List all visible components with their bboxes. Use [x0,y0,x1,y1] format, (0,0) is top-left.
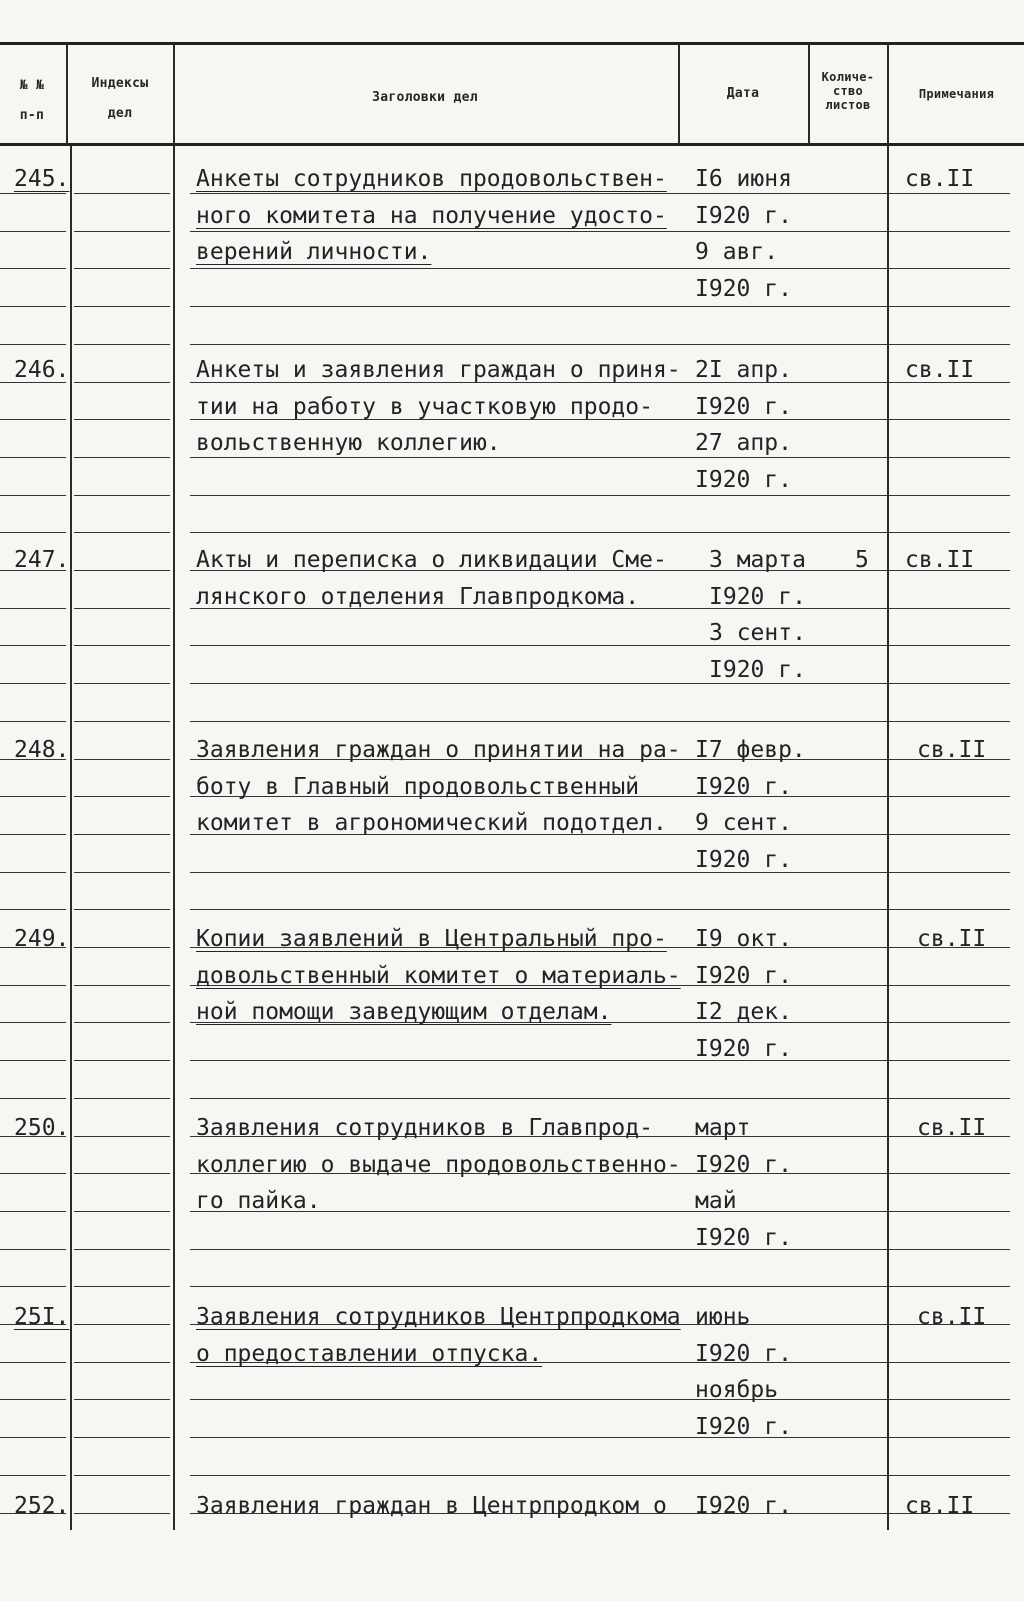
header-notes-cell [889,86,1024,102]
record-date: I920 г. [695,393,792,420]
record-title-line: лянского отделения Главпродкома. [196,583,640,610]
record-date: 9 авг. [695,239,779,265]
record-title-line: Анкеты и заявления граждан о приня- [196,357,681,383]
record-date: I920 г. [695,846,792,873]
ruled-line [190,306,1010,307]
ruled-line [0,1022,66,1023]
ruled-line [190,495,1010,496]
ruled-line [190,268,1010,269]
ruled-line [0,796,66,797]
ruled-line [190,721,1010,722]
ruled-line [74,759,170,760]
header-num-line2: п-п [19,108,45,123]
record-title-line: вольственную коллегию. [196,430,501,456]
record-date: I920 г. [695,466,792,493]
ruled-line [0,268,66,269]
record-note: св.II [905,166,975,192]
ruled-line [190,1060,1010,1061]
ruled-line [190,872,1010,873]
record-number: 250. [14,1115,70,1141]
ruled-line [0,1286,66,1287]
ruled-line [0,1437,66,1438]
ruled-line [74,834,170,835]
record-sheet-count: 5 [855,547,869,573]
ruled-line [0,645,66,646]
ruled-line [74,1286,170,1287]
ruled-line [190,1399,1010,1400]
record-note: св.II [917,737,987,763]
ruled-line [190,645,1010,646]
ruled-line [74,1136,170,1137]
record-title-line: Заявления сотрудников в Главпрод- [196,1115,653,1141]
record-date: июнь [695,1304,751,1330]
ruled-line [0,985,66,986]
ruled-line [74,193,170,194]
record-title-line: Заявления граждан в Центрпродком о [196,1493,667,1519]
ruled-line [0,532,66,533]
ruled-line [0,909,66,910]
ruled-line [190,532,1010,533]
ruled-line [74,1098,170,1099]
ruled-line [0,1362,66,1363]
ruled-line [74,872,170,873]
record-date: I920 г. [695,202,792,229]
header-index-line2: дел [107,106,133,121]
ruled-line [74,1211,170,1212]
record-note: св.II [905,1493,975,1519]
record-title-line: ного комитета на получение удосто- [196,202,667,229]
ruled-line [0,1211,66,1212]
header-num-line1: № № [19,78,45,93]
record-title-line: коллегию о выдаче продовольственно- [196,1151,681,1178]
ruled-line [0,306,66,307]
record-date: ноябрь [695,1377,779,1403]
ruled-line [74,1060,170,1061]
record-date: I920 г. [695,1035,792,1062]
ruled-line [190,457,1010,458]
column-divider [70,146,72,1530]
ruled-line [0,834,66,835]
header-title-label: Заголовки дел [372,90,478,105]
record-date: I6 июня [695,166,792,192]
ruled-line [74,532,170,533]
ruled-line [74,1362,170,1363]
record-date: 3 сент. [709,620,806,646]
ruled-line [74,1399,170,1400]
ruled-line [0,721,66,722]
record-date: 27 апр. [695,430,792,456]
ruled-line [0,1173,66,1174]
ruled-line [0,344,66,345]
record-note: св.II [917,926,987,952]
record-date: I920 г. [695,1413,792,1440]
ruled-line [74,457,170,458]
ruled-line [74,947,170,948]
ruled-line [74,231,170,232]
record-date: 9 сент. [695,810,792,836]
ruled-line [74,344,170,345]
ruled-line [0,1475,66,1476]
header-count-cell [810,70,886,112]
header-count-line2: ство [832,84,864,98]
ruled-line [74,1513,170,1514]
record-title-line: тии на работу в участковую продо- [196,393,653,420]
record-number: 245. [14,166,70,192]
header-index-cell [68,76,172,122]
ruled-line [74,495,170,496]
record-date: I920 г. [709,583,806,610]
ruled-line [74,1173,170,1174]
record-title-line: Акты и переписка о ликвидации Сме- [196,547,667,573]
record-date: I920 г. [709,656,806,683]
ruled-line [0,872,66,873]
record-date: 2I апр. [695,357,792,383]
header-index-line1: Индексы [91,76,149,91]
ruled-line [74,1324,170,1325]
record-title-line: го пайка. [196,1188,321,1214]
record-number: 247. [14,547,70,573]
ruled-line [74,608,170,609]
record-title-line: ной помощи заведующим отделам. [196,999,612,1025]
ruled-line [74,1249,170,1250]
ruled-line [0,683,66,684]
record-note: св.II [905,357,975,383]
record-title-line: боту в Главный продовольственный [196,773,640,800]
ruled-line [190,1098,1010,1099]
header-date-label: Дата [726,86,760,101]
record-number: 246. [14,357,70,383]
ruled-line [74,570,170,571]
ruled-line [74,268,170,269]
record-date: март [695,1115,751,1141]
header-date-cell [680,86,806,102]
header-bottom-rule [0,143,1024,146]
header-notes-label: Примечания [918,87,995,101]
ruled-line [74,721,170,722]
ruled-line [190,344,1010,345]
column-divider [173,45,175,1530]
ruled-line [190,1475,1010,1476]
ruled-line [74,1475,170,1476]
record-date: май [695,1188,737,1214]
record-title-line: верений личности. [196,239,432,265]
ruled-line [0,193,66,194]
record-date: I2 дек. [695,999,792,1025]
ruled-line [74,419,170,420]
ruled-line [0,1249,66,1250]
header-count-line1: Количе- [821,70,875,84]
record-number: 249. [14,926,70,952]
ruled-line [0,495,66,496]
record-note: св.II [917,1115,987,1141]
record-title-line: довольственный комитет о материаль- [196,962,681,989]
record-date: I7 февр. [695,737,806,763]
ruled-line [74,985,170,986]
ruled-line [190,683,1010,684]
record-title-line: о предоставлении отпуска. [196,1340,543,1367]
record-date: I920 г. [695,1340,792,1367]
ruled-line [0,1399,66,1400]
record-title-line: Заявления граждан о принятии на ра- [196,737,681,763]
record-number: 25I. [14,1304,70,1330]
ruled-line [190,231,1010,232]
record-date: I9 окт. [695,926,792,952]
ruled-line [190,193,1010,194]
ruled-line [190,909,1010,910]
ruled-line [0,231,66,232]
ruled-line [0,457,66,458]
ruled-line [0,1098,66,1099]
record-title-line: Заявления сотрудников Центрпродкома [196,1304,681,1330]
ruled-line [74,306,170,307]
ruled-line [74,909,170,910]
record-date: I920 г. [695,1151,792,1178]
ruled-line [74,683,170,684]
ruled-line [190,1286,1010,1287]
record-number: 248. [14,737,70,763]
record-title-line: Анкеты сотрудников продовольствен- [196,166,667,192]
ruled-line [74,796,170,797]
record-date: I920 г. [695,1493,792,1519]
header-title-cell [175,90,675,106]
ruled-line [0,1060,66,1061]
record-date: I920 г. [695,773,792,800]
record-note: св.II [917,1304,987,1330]
record-date: I920 г. [695,962,792,989]
record-title-line: комитет в агрономический подотдел. [196,810,667,836]
ruled-line [74,645,170,646]
ruled-line [190,1437,1010,1438]
record-date: 3 марта [709,547,806,573]
header-count-line3: листов [825,98,871,112]
record-date: I920 г. [695,1224,792,1251]
ruled-line [190,1249,1010,1250]
ruled-line [0,419,66,420]
record-date: I920 г. [695,275,792,302]
header-top-rule [0,42,1024,45]
ruled-line [74,1437,170,1438]
record-note: св.II [905,547,975,573]
ruled-line [74,382,170,383]
record-number: 252. [14,1493,70,1519]
ruled-line [74,1022,170,1023]
header-num-cell [0,78,64,124]
record-title-line: Копии заявлений в Центральный про- [196,926,667,952]
ruled-line [0,608,66,609]
